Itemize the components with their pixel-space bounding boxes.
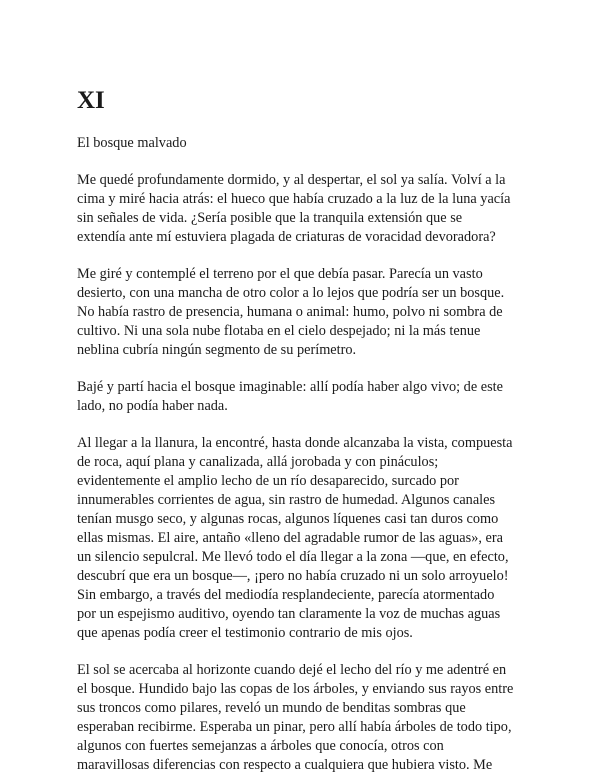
text-line: Me giré y contemplé el terreno por el que debía pasar. Parecía un vasto <box>77 266 483 282</box>
text-line: neblina cubría ningún segmento de su perímetro. <box>77 342 357 358</box>
text-line: el bosque. Hundido bajo las copas de los árboles, y enviando sus rayos entre <box>77 681 514 697</box>
text-line: extendía ante mí estuviera plagada de criaturas de voracidad devoradora? <box>77 229 496 245</box>
chapter-title: El bosque malvado <box>77 135 187 151</box>
text-line: Bajé y partí hacia el bosque imaginable: allí podía haber algo vivo; de este <box>77 379 503 395</box>
paragraph <box>77 265 537 360</box>
paragraph <box>77 434 537 643</box>
paragraph-list <box>77 171 537 775</box>
text-line: de roca, aquí plana y canalizada, allá jorobada y con pináculos; <box>77 454 439 470</box>
paragraph <box>77 661 537 775</box>
text-line: innumerables corrientes de agua, sin rastro de humedad. Algunos canales <box>77 492 496 508</box>
document-page <box>77 86 537 775</box>
text-line: desierto, con una mancha de otro color a lo lejos que podría ser un bosque. <box>77 285 505 301</box>
paragraph <box>77 171 537 247</box>
text-line: cima y miré hacia atrás: el hueco que había cruzado a la luz de la luna yacía <box>77 191 511 207</box>
text-line: lado, no podía haber nada. <box>77 398 228 414</box>
text-line: maravillosas diferencias con respecto a cualquiera que hubiera visto. Me <box>77 757 493 773</box>
text-line: esperaban recibirme. Esperaba un pinar, pero allí había árboles de todo tipo, <box>77 719 512 735</box>
text-line: un silencio sepulcral. Me llevó todo el día llegar a la zona —que, en efecto, <box>77 549 509 565</box>
text-line: tenían musgo seco, y algunas rocas, algunos líquenes casi tan duros como <box>77 511 499 527</box>
text-line: por un espejismo auditivo, oyendo tan claramente la voz de muchas aguas <box>77 606 501 622</box>
text-line: ellas mismas. El aire, antaño «lleno del agradable rumor de las aguas», era <box>77 530 503 546</box>
text-line: algunos con fuertes semejanzas a árboles que conocía, otros con <box>77 738 444 754</box>
text-line: sin señales de vida. ¿Sería posible que la tranquila extensión que se <box>77 210 463 226</box>
text-line: descubrí que era un bosque—, ¡pero no había cruzado ni un solo arroyuelo! <box>77 568 509 584</box>
text-line: No había rastro de presencia, humana o animal: humo, polvo ni sombra de <box>77 304 503 320</box>
text-line: Me quedé profundamente dormido, y al despertar, el sol ya salía. Volví a la <box>77 172 506 188</box>
text-line: El sol se acercaba al horizonte cuando dejé el lecho del río y me adentré en <box>77 662 507 678</box>
text-line: Al llegar a la llanura, la encontré, hasta donde alcanzaba la vista, compuesta <box>77 435 513 451</box>
text-line: evidentemente el amplio lecho de un río desaparecido, surcado por <box>77 473 459 489</box>
text-line: Sin embargo, a través del mediodía resplandeciente, parecía atormentado <box>77 587 495 603</box>
text-line: sus troncos como pilares, reveló un mundo de benditas sombras que <box>77 700 466 716</box>
text-line: cultivo. Ni una sola nube flotaba en el cielo despejado; ni la más tenue <box>77 323 481 339</box>
paragraph <box>77 378 537 416</box>
text-line: que apenas podía creer el testimonio contrario de mis ojos. <box>77 625 413 641</box>
chapter-number: XI <box>77 87 105 114</box>
